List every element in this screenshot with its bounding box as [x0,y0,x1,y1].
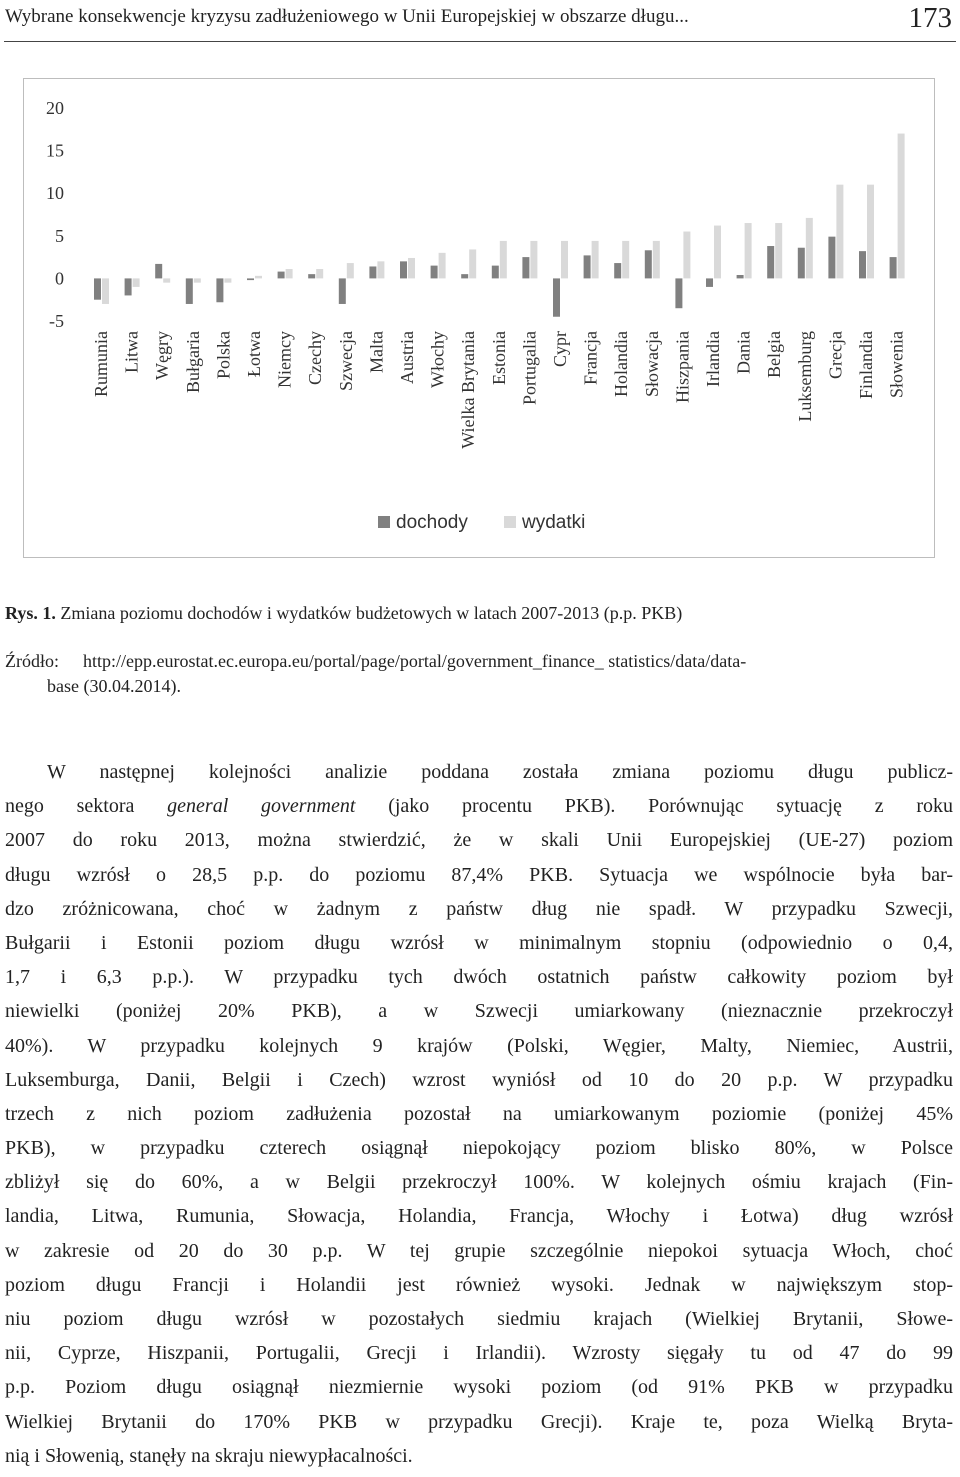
body-line: p.p. Poziom długu osiągnął niezmiernie wysoki poziom (od 91% PKB w przypadku [5,1376,953,1399]
x-category-label: Hiszpania [672,331,693,403]
bar-wydatki [408,258,415,278]
bar-wydatki [530,241,537,278]
y-tick-label: 10 [46,183,64,204]
bar-wydatki [561,241,568,278]
body-line: zbliżył się do 60%, a w Belgii przekroczył 100%. W kolejnych ośmiu krajach (Fin- [5,1171,953,1194]
header-rule [4,41,956,42]
bar-dochody [584,255,591,278]
bar-dochody [890,257,897,278]
x-category-label: Luksemburg [794,331,815,422]
bar-dochody [828,237,835,279]
legend-label-dochody: dochody [396,512,468,533]
bar-wydatki [316,269,323,278]
y-tick-label: 5 [55,225,64,246]
bar-wydatki [500,241,507,278]
bar-dochody [614,263,621,278]
body-line: 1,7 i 6,3 p.p.). W przypadku tych dwóch ostatnich państw całkowity poziom był [5,966,953,989]
x-category-label: Polska [213,331,234,380]
x-category-label: Rumunia [91,331,111,397]
bar-wydatki [133,278,140,287]
bar-wydatki [775,223,782,278]
bar-dochody [859,251,866,278]
body-line: W następnej kolejności analizie poddana została zmiana poziomu długu publicz- [47,761,953,783]
bar-wydatki [439,253,446,279]
x-category-label: Włochy [427,331,448,388]
x-category-label: Belgia [764,331,785,378]
bar-wydatki [592,241,599,278]
bar-wydatki [622,241,629,278]
body-line: nego sektora general government (jako procentu PKB). Porównując sytuację z roku [5,795,953,818]
bar-wydatki [836,185,843,279]
body-line: trzech z nich poziom zadłużenia pozostał na umiarkowanym poziomie (poniżej 45% [5,1102,953,1125]
bar-dochody [431,266,438,279]
x-category-label: Irlandia [703,331,723,387]
x-category-label: Niemcy [274,331,295,388]
bar-wydatki [653,241,660,278]
bar-dochody [400,261,407,278]
bar-dochody [522,257,529,278]
x-category-label: Wielka Brytania [458,331,479,449]
bar-wydatki [806,218,813,278]
body-line: Wielkiej Brytanii do 170% PKB w przypadku Grecji). Kraje te, poza Wielką Bryta- [5,1410,953,1433]
caption-label: Rys. 1. [5,603,56,623]
legend-label-wydatki: wydatki [522,512,586,533]
body-line: niu poziom długu wzrósł w pozostałych siedmiu krajach (Wielkiej Brytanii, Słowe- [5,1308,953,1330]
bar-dochody [186,278,193,304]
bar-dochody [645,250,652,278]
x-category-label: Portugalia [519,331,540,406]
bar-wydatki [898,134,905,279]
page-number: 173 [908,2,952,34]
bar-wydatki [469,249,476,278]
bar-dochody [308,274,315,278]
legend-swatch-wydatki [504,516,516,528]
bar-dochody [675,278,682,308]
y-tick-label: 20 [46,98,64,118]
y-tick-label: -5 [49,311,64,331]
body-line: nią i Słowenią, stanęły na skraju niewypłacalności. [5,1444,413,1467]
x-category-label: Słowacja [641,331,662,397]
body-line: nii, Cyprze, Hiszpanii, Portugalii, Grecji i Irlandii). Wzrosty sięgały tu od 47 do 99 [5,1342,953,1365]
bar-dochody [155,264,162,278]
source-label: Źródło: [5,651,59,671]
body-line: 40%). W przypadku kolejnych 9 krajów (Polski, Węgier, Malty, Niemiec, Austrii, [5,1034,953,1057]
y-tick-label: 15 [46,140,64,161]
bar-dochody [767,246,774,278]
body-line: Luksemburga, Danii, Belgii i Czech) wzrost wyniósł od 10 do 20 p.p. W przypadku [5,1068,953,1091]
x-category-label: Estonia [488,331,509,385]
figure-source [5,649,746,699]
source-url: http://epp.eurostat.ec.europa.eu/portal/page/portal/government_finance_ statistics/data/data- [83,651,747,671]
x-category-label: Łotwa [244,331,264,377]
x-category-label: Finlandia [856,331,876,399]
x-category-label: Francja [580,331,601,385]
bar-dochody [737,275,744,278]
x-category-label: Bułgaria [182,331,203,393]
x-category-label: Grecja [825,331,846,379]
bar-dochody [125,278,132,295]
x-category-label: Cypr [550,331,570,367]
bar-dochody [339,278,346,304]
body-line: długu wzrósł o 28,5 p.p. do poziomu 87,4% PKB. Sytuacja we wspólnocie była bar- [5,863,953,886]
body-line: PKB), w przypadku czterech osiągnął niepokojący poziom blisko 80%, w Polsce [5,1137,953,1160]
italic-term: general government [167,795,356,818]
bar-dochody [247,278,254,280]
bar-dochody [553,278,560,316]
x-category-label: Dania [733,331,754,374]
body-line: Bułgarii i Estonii poziom długu wzrósł w minimalnym stopniu (odpowiednio o 0,4, [5,931,953,954]
x-category-label: Słowenia [886,331,907,398]
x-category-label: Węgry [152,331,173,380]
body-line: poziom długu Francji i Holandii jest również wysoki. Jednak w największym stop- [5,1273,953,1296]
bar-dochody [369,266,376,278]
chart-frame [23,78,935,558]
bar-wydatki [255,276,262,279]
body-line: dzo zróżnicowana, choć w żadnym z państw dług nie spadł. W przypadku Szwecji, [5,897,953,920]
body-line: niewielki (poniżej 20% PKB), a w Szwecji umiarkowany (nieznacznie przekroczył [5,1000,953,1023]
y-tick-label: 0 [55,268,64,289]
bar-dochody [94,278,101,299]
x-category-label: Litwa [121,331,142,373]
caption-text: Zmiana poziomu dochodów i wydatków budżetowych w latach 2007-2013 (p.p. PKB) [60,603,683,623]
body-line: 2007 do roku 2013, można stwierdzić, że w skali Unii Europejskiej (UE-27) poziom [5,829,953,852]
body-paragraph [5,755,953,1473]
running-title: Wybrane konsekwencje kryzysu zadłużeniowego w Unii Europejskiej w obszarze długu... [5,6,689,27]
bar-dochody [278,272,285,279]
bar-wydatki [224,278,231,282]
bar-dochody [216,278,223,302]
source-url-continued: base (30.04.2014). [47,676,181,696]
x-category-label: Holandia [611,331,632,397]
x-category-label: Szwecja [335,331,356,391]
body-line: w zakresie od 20 do 30 p.p. W tej grupie szczególnie niepokoi sytuacja Włoch, choć [5,1239,953,1262]
bar-dochody [706,278,713,287]
bar-wydatki [347,263,354,278]
bar-wydatki [377,261,384,278]
bar-wydatki [745,223,752,278]
bar-dochody [798,248,805,279]
bar-wydatki [102,278,109,304]
bar-wydatki [194,278,201,282]
bar-dochody [492,266,499,279]
bar-wydatki [867,185,874,279]
bar-chart [24,79,934,557]
bar-wydatki [163,278,170,282]
legend-swatch-dochody [378,516,390,528]
bar-dochody [461,274,468,278]
body-line: landia, Litwa, Rumunia, Słowacja, Holandia, Francja, Włochy i Łotwa) dług wzrósł [5,1205,953,1228]
x-category-label: Malta [366,331,387,373]
bar-wydatki [714,226,721,279]
bar-wydatki [286,269,293,278]
figure-caption [5,603,682,624]
x-category-label: Czechy [305,331,326,385]
running-header [0,0,960,44]
x-category-label: Austria [397,331,417,384]
bar-wydatki [683,232,690,279]
